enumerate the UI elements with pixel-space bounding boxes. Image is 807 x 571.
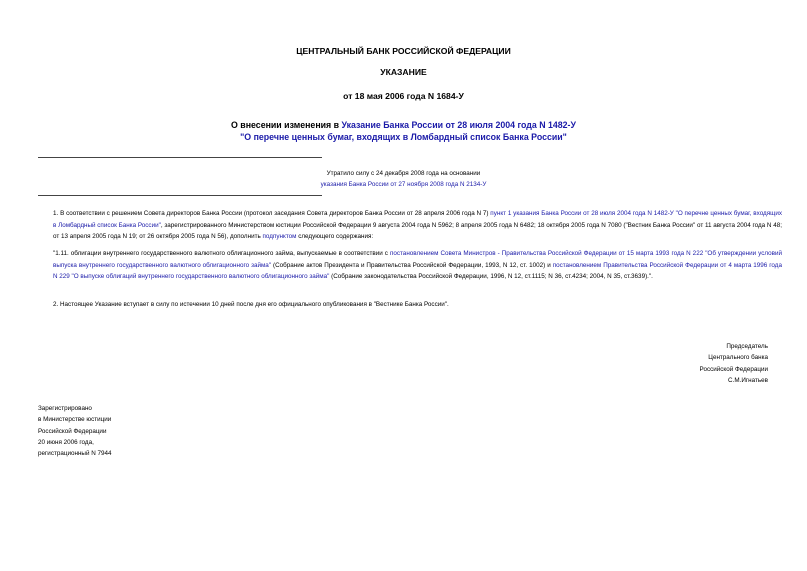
paragraph-1: [38, 208, 782, 243]
registration-line4: 20 июня 2006 года,: [38, 438, 94, 446]
status-note-line1: Утратило силу с 24 декабря 2008 года на основании: [326, 170, 481, 177]
p1-text3: следующего содержания:: [296, 233, 374, 241]
paragraph-3: 2. Настоящее Указание вступает в силу по истечении 10 дней после дня его официального опубликования в "Вестнике Банка России".: [53, 301, 449, 308]
signature-line4: С.М.Игнатьев: [728, 376, 768, 384]
p2-text1: "1.11. облигации внутреннего государственного валютного облигационного займа, выпускаемые в соответствии с: [53, 250, 390, 257]
document-type-heading: УКАЗАНИЕ: [380, 67, 427, 77]
registration-line5: регистрационный N 7944: [38, 450, 112, 458]
p1-text1: 1. В соответствии с решением Совета директоров Банка России (протокол заседания Совета директоров Банка России от 28 апреля 2006 года N 7): [53, 210, 491, 217]
title-prefix: О внесении изменения в: [231, 120, 342, 130]
p1-link2[interactable]: подпунктом: [262, 233, 297, 241]
status-note-link[interactable]: указания Банка России от 27 ноября 2008 года N 2134-У: [320, 181, 487, 188]
title-link-line2[interactable]: "О перечне ценных бумаг, входящих в Ломбардный список Банка России": [240, 132, 567, 142]
bottom-divider: [38, 195, 322, 196]
signature-line3: Российской Федерации: [699, 365, 768, 373]
status-note-line2: [0, 181, 807, 188]
signature-line2: Центрального банка: [708, 354, 768, 362]
paragraph-2: [38, 248, 782, 283]
p2-text2: (Собрание актов Президента и Правительства Российской Федерации, 1993, N 12, ст. 1002) и: [271, 261, 553, 269]
document-title-line2: [0, 132, 807, 142]
p1-link1[interactable]: пункт 1 указания Банка России от 28 июля 2004 года N 1482-У "О перечне ценных бумаг, входящих в Ломбардный список Банка России": [53, 210, 782, 229]
issuer-heading: ЦЕНТРАЛЬНЫЙ БАНК РОССИЙСКОЙ ФЕДЕРАЦИИ: [296, 46, 511, 56]
top-divider: [38, 157, 322, 158]
document-date-number: от 18 мая 2006 года N 1684-У: [343, 91, 464, 101]
p2-link2[interactable]: постановлением Правительства Российской Федерации от 4 марта 1996 года N 229 "О выпуске облигаций внутреннего государственного валютного облигационного займа": [53, 261, 782, 281]
p2-link1[interactable]: постановлением Совета Министров - Правительства Российской Федерации от 15 марта 1993 года N 222 "Об утверждении условий выпуска внутреннего государственного валютного облигационного займа": [53, 250, 783, 269]
p1-text2: , зарегистрированного Министерством юстиции Российской Федерации 9 августа 2004 года N 5962; 8 апреля 2005 года N 6482; 18 октября 2005 года N 7080 ("Вестник Банка России" от 11 августа 2004 года N 48; от 13 апреля 2005 года N 19; от 26 октября 2005 года N 56), дополнить: [53, 221, 782, 241]
signature-block: [600, 341, 768, 386]
title-link-line1[interactable]: Указание Банка России от 28 июля 2004 года N 1482-У: [341, 120, 576, 130]
registration-line2: в Министерстве юстиции: [38, 416, 112, 424]
p2-text3: (Собрание законодательства Российской Федерации, 1996, N 12, ст.1115; N 36, ст.4234; 2004, N 35, ст.3639).".: [329, 273, 653, 281]
registration-block: [38, 403, 112, 459]
registration-line3: Российской Федерации: [38, 427, 107, 435]
registration-line1: Зарегистрировано: [38, 405, 92, 412]
document-title-line1: [0, 120, 807, 130]
signature-line1: Председатель: [726, 343, 768, 350]
